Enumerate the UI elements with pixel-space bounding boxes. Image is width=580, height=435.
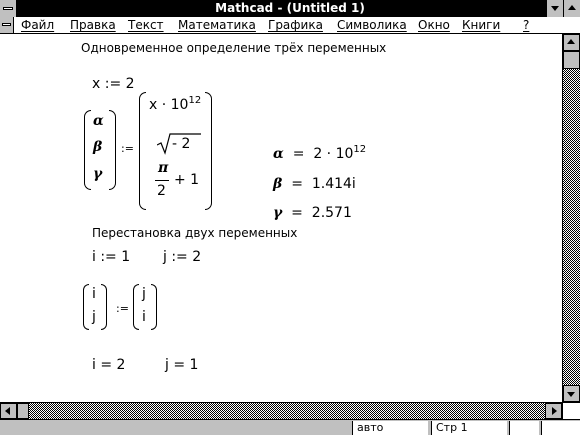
status-panel-3 — [509, 421, 539, 435]
lhs-gamma: γ — [93, 166, 103, 182]
maximize-icon[interactable] — [563, 0, 580, 17]
menu-math[interactable]: Математика — [178, 18, 256, 32]
result-beta[interactable]: β = 1.414i — [273, 176, 356, 192]
swap-lhs-i: i — [92, 286, 96, 302]
menu-text[interactable]: Текст — [128, 18, 164, 32]
j-result[interactable]: j = 1 — [165, 357, 199, 373]
lhs-beta: β — [93, 139, 103, 155]
j-definition[interactable]: j := 2 — [163, 249, 202, 265]
result-alpha[interactable]: $\alpha = 2 \cdot 10^{12}$ — [273, 144, 367, 162]
i-definition[interactable]: i := 1 — [92, 249, 131, 265]
menu-help[interactable]: ? — [523, 18, 530, 32]
vector-assign-operator: := — [121, 142, 134, 155]
lhs-alpha: α — [93, 113, 104, 129]
menu-graphics[interactable]: Графика — [268, 18, 323, 32]
vertical-scroll-thumb[interactable] — [563, 51, 580, 69]
status-mode: авто — [352, 421, 428, 435]
swap-rhs-i: i — [142, 309, 146, 325]
menu-bar — [0, 17, 580, 34]
swap-rhs-vector[interactable] — [133, 284, 157, 330]
scrollbar-corner — [562, 402, 580, 419]
menu-window[interactable]: Окно — [418, 18, 450, 32]
heading-swap-vars[interactable]: Перестановка двух переменных — [92, 226, 298, 240]
window-title: Mathcad - (Untitled 1) — [215, 1, 365, 15]
menu-file[interactable]: Файл — [21, 18, 55, 32]
heading-three-vars[interactable]: Одновременное определение трёх переменных — [81, 41, 387, 55]
swap-lhs-vector[interactable] — [83, 284, 107, 330]
swap-assign-operator: := — [116, 302, 129, 315]
vertical-scrollbar[interactable] — [562, 34, 580, 402]
scroll-right-icon[interactable] — [545, 403, 562, 419]
horizontal-scroll-thumb[interactable] — [17, 403, 29, 419]
menu-books[interactable]: Книги — [462, 18, 501, 32]
lhs-vector[interactable] — [84, 110, 116, 190]
title-bar — [0, 0, 580, 17]
result-gamma[interactable]: γ = 2.571 — [273, 205, 352, 221]
menu-edit[interactable]: Правка — [70, 18, 116, 32]
status-panel-4 — [541, 421, 580, 435]
rhs-row1: $x \cdot 10^{12}$ — [149, 95, 202, 113]
rhs-row3-fraction: π 2 + 1 — [157, 160, 200, 199]
scroll-left-icon[interactable] — [0, 403, 17, 419]
document-system-menu-icon[interactable] — [0, 17, 14, 33]
worksheet[interactable] — [0, 34, 562, 402]
swap-rhs-j: j — [142, 286, 146, 302]
scroll-down-icon[interactable] — [563, 385, 580, 402]
x-definition[interactable]: x := 2 — [92, 76, 135, 92]
minimize-icon[interactable] — [546, 0, 563, 17]
status-page: Стр 1 — [431, 421, 507, 435]
menu-symbolics[interactable]: Символика — [337, 18, 407, 32]
i-result[interactable]: i = 2 — [92, 357, 126, 373]
swap-lhs-j: j — [92, 309, 96, 325]
scroll-up-icon[interactable] — [563, 34, 580, 51]
status-bar — [0, 419, 580, 435]
rhs-vector[interactable]: $x \cdot 10^{12}$ - 2 π 2 + 1 — [139, 92, 212, 210]
horizontal-scrollbar[interactable] — [0, 402, 562, 419]
